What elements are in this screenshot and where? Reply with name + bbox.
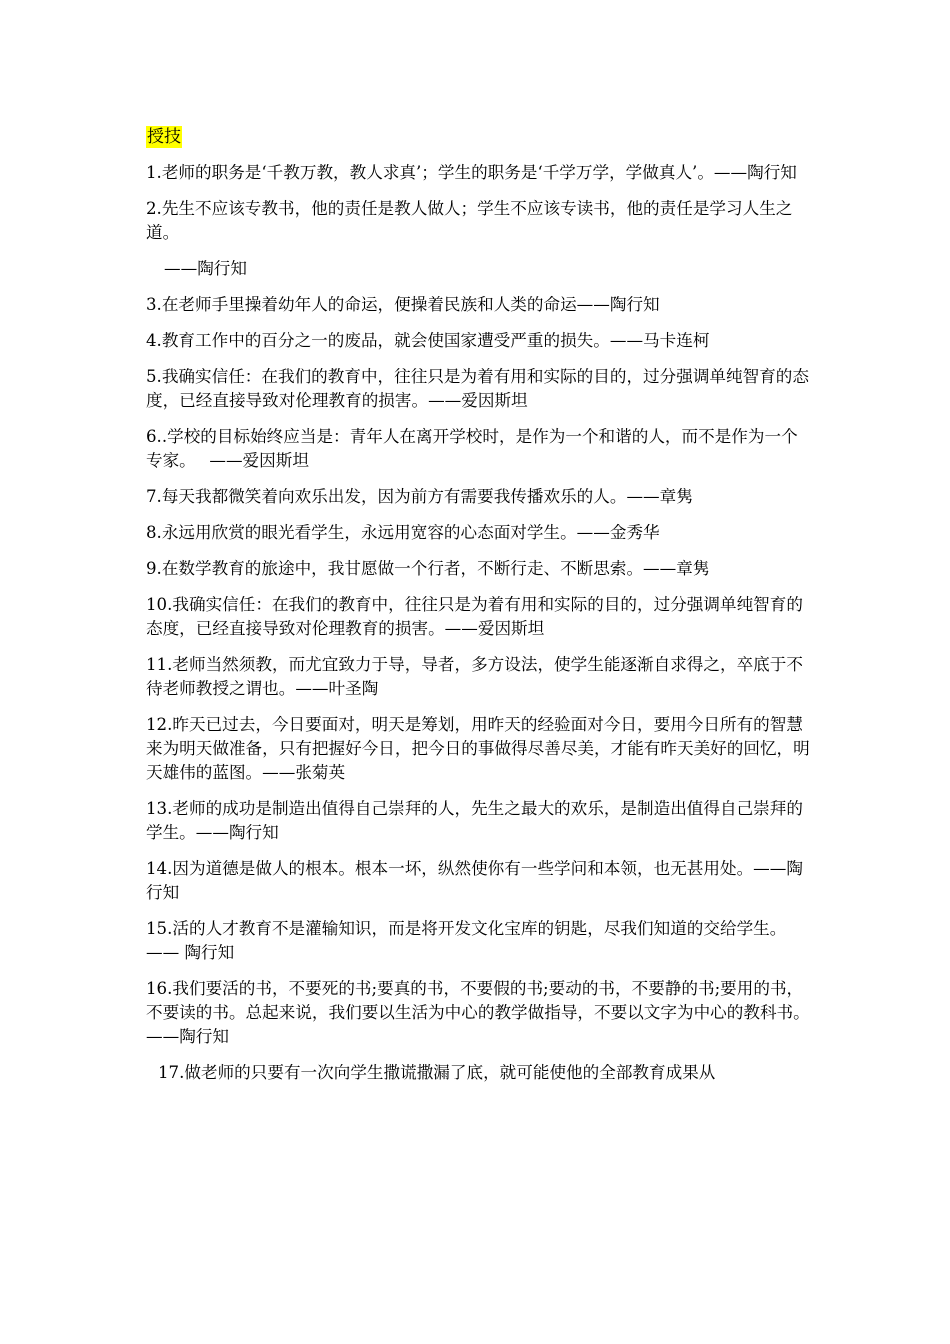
quote-17: 17.做老师的只要有一次向学生撒谎撒漏了底，就可能使他的全部教育成果从 [158, 1063, 716, 1082]
quote-9: 9.在数学教育的旅途中，我甘愿做一个行者，不断行走、不断思索。——章隽 [146, 559, 710, 578]
section-heading: 授技 [147, 127, 181, 147]
quote-13: 13.老师的成功是制造出值得自己崇拜的人，先生之最大的欢乐，是制造出值得自己崇拜的学生。——陶行知 [146, 799, 803, 842]
document-page [146, 126, 810, 1097]
quote-16: 16.我们要活的书，不要死的书;要真的书，不要假的书;要动的书，不要静的书;要用的书，不要读的书。总起来说，我们要以生活为中心的教学做指导，不要以文字为中心的教科书。——陶行知 [146, 979, 810, 1046]
quote-2-attribution: ——陶行知 [164, 259, 247, 278]
quote-1: 1.老师的职务是‘千教万教，教人求真’；学生的职务是‘千学万学，学做真人’。——陶行知 [146, 163, 797, 182]
quote-11: 11.老师当然须教，而尤宜致力于导，导者，多方设法，使学生能逐渐自求得之，卒底于不待老师教授之谓也。——叶圣陶 [146, 655, 803, 698]
quote-6: 6..学校的目标始终应当是：青年人在离开学校时，是作为一个和谐的人，而不是作为一个专家。 ——爱因斯坦 [146, 427, 798, 470]
quote-10: 10.我确实信任：在我们的教育中，往往只是为着有用和实际的目的，过分强调单纯智育的态度，已经直接导致对伦理教育的损害。——爱因斯坦 [146, 595, 803, 638]
quote-2: 2.先生不应该专教书，他的责任是教人做人；学生不应该专读书，他的责任是学习人生之道。 [146, 199, 793, 242]
quote-3: 3.在老师手里操着幼年人的命运，便操着民族和人类的命运——陶行知 [146, 295, 660, 314]
quote-15: 15.活的人才教育不是灌输知识，而是将开发文化宝库的钥匙，尽我们知道的交给学生。—— 陶行知 [146, 919, 787, 962]
quote-12: 12.昨天已过去，今日要面对，明天是筹划，用昨天的经验面对今日，要用今日所有的智慧来为明天做准备，只有把握好今日，把今日的事做得尽善尽美，才能有昨天美好的回忆，明天雄伟的蓝图。——张菊英 [146, 715, 810, 782]
quote-5: 5.我确实信任：在我们的教育中，往往只是为着有用和实际的目的，过分强调单纯智育的态度，已经直接导致对伦理教育的损害。——爱因斯坦 [146, 367, 809, 410]
quote-14: 14.因为道德是做人的根本。根本一坏，纵然使你有一些学问和本领，也无甚用处。——陶行知 [146, 859, 803, 902]
quote-4: 4.教育工作中的百分之一的废品，就会使国家遭受严重的损失。——马卡连柯 [146, 331, 710, 350]
quote-8: 8.永远用欣赏的眼光看学生，永远用宽容的心态面对学生。——金秀华 [146, 523, 660, 542]
quote-7: 7.每天我都微笑着向欢乐出发，因为前方有需要我传播欢乐的人。——章隽 [146, 487, 693, 506]
